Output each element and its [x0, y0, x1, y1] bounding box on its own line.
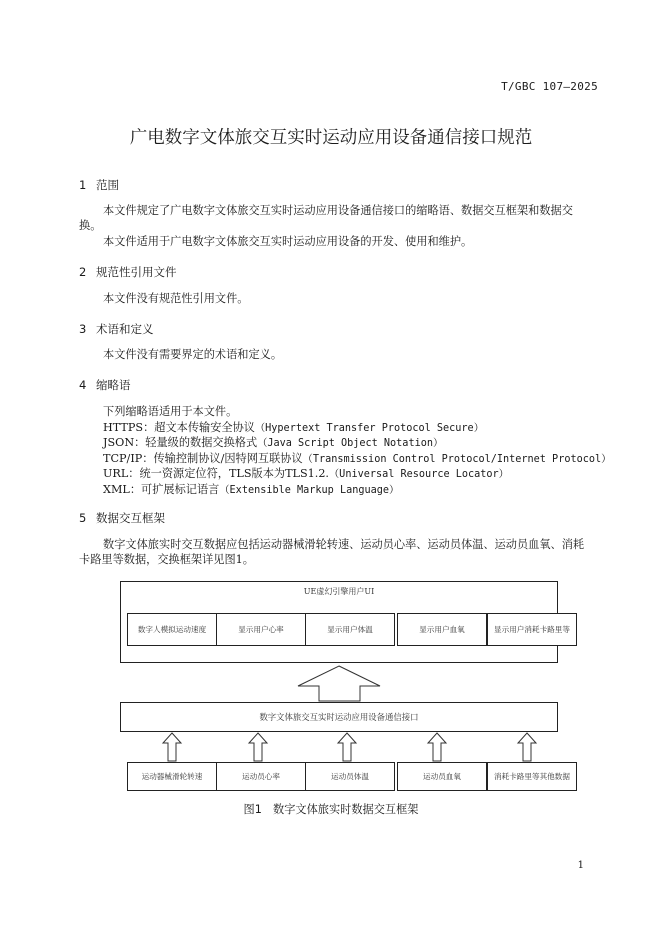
abbreviation-term: TCP/IP：传输控制协议/因特网互联协议 [103, 452, 303, 465]
source-box-pulley-speed: 运动器械滑轮转速 [127, 762, 217, 791]
scope-paragraph-1-cont: 换。 [79, 219, 102, 232]
ui-box-blood-oxygen: 显示用户血氧 [397, 613, 487, 646]
framework-paragraph-cont: 卡路里等数据，交换框架详见图1。 [79, 553, 254, 566]
source-box-temperature: 运动员体温 [305, 762, 395, 791]
framework-paragraph: 数字文体旅实时交互数据应包括运动器械滑轮转速、运动员心率、运动员体温、运动员血氧、消耗 [103, 538, 585, 551]
abbreviation-expansion: （Hypertext Transfer Protocol Secure） [254, 423, 484, 434]
section-title: 缩略语 [96, 378, 131, 392]
terms-paragraph: 本文件没有需要界定的术语和定义。 [103, 348, 283, 361]
small-up-arrow [338, 733, 356, 761]
section-number: 4 [79, 378, 87, 392]
figure-caption: 图1 数字文体旅实时数据交互框架 [243, 803, 419, 816]
standard-number: T/GBC 107—2025 [501, 80, 598, 93]
abbreviation-term: XML：可扩展标记语言 [103, 483, 220, 496]
section-number: 1 [79, 178, 87, 192]
small-up-arrow [518, 733, 536, 761]
abbreviations-intro: 下列缩略语适用于本文件。 [103, 405, 238, 418]
ui-box-motion-speed: 数字人模拟运动速度 [127, 613, 217, 646]
abbreviation-expansion: （Universal Resource Locator） [329, 469, 509, 480]
section-number: 5 [79, 511, 87, 525]
section-title: 范围 [96, 178, 119, 192]
abbreviation-term: JSON：轻量级的数据交换格式 [103, 436, 258, 449]
abbreviation-expansion: （Extensible Markup Language） [219, 485, 400, 496]
small-up-arrow [249, 733, 267, 761]
source-box-blood-oxygen: 运动员血氧 [397, 762, 487, 791]
small-up-arrow [163, 733, 181, 761]
abbreviation-term: HTTPS：超文本传输安全协议 [103, 421, 255, 434]
source-box-heart-rate: 运动员心率 [216, 762, 306, 791]
big-up-arrow [298, 666, 380, 701]
ui-box-temperature: 显示用户体温 [305, 613, 395, 646]
section-number: 2 [79, 265, 87, 279]
page-number: 1 [577, 860, 584, 871]
small-up-arrow [428, 733, 446, 761]
section-title: 数据交互框架 [96, 511, 165, 525]
section-title: 规范性引用文件 [96, 265, 177, 279]
section-title: 术语和定义 [96, 322, 154, 336]
section-number: 3 [79, 322, 87, 336]
abbreviation-term: URL：统一资源定位符，TLS版本为TLS1.2. [103, 467, 329, 480]
scope-paragraph-2: 本文件适用于广电数字文体旅交互实时运动应用设备的开发、使用和维护。 [103, 235, 473, 248]
interface-bar: 数字文体旅交互实时运动应用设备通信接口 [120, 702, 558, 732]
ui-box-heart-rate: 显示用户心率 [216, 613, 306, 646]
ui-box-calories: 显示用户消耗卡路里等 [487, 613, 577, 646]
normative-refs-paragraph: 本文件没有规范性引用文件。 [103, 292, 249, 305]
scope-paragraph-1: 本文件规定了广电数字文体旅交互实时运动应用设备通信接口的缩略语、数据交互框架和数据交 [103, 204, 573, 217]
abbreviation-expansion: （Java Script Object Notation） [257, 438, 444, 449]
source-box-calories: 消耗卡路里等其他数据 [487, 762, 577, 791]
ue-ui-label: UE虚幻引擎用户UI [303, 587, 375, 596]
document-title: 广电数字文体旅交互实时运动应用设备通信接口规范 [129, 128, 533, 148]
abbreviation-expansion: （Transmission Control Protocol/Internet Protocol） [302, 454, 612, 465]
